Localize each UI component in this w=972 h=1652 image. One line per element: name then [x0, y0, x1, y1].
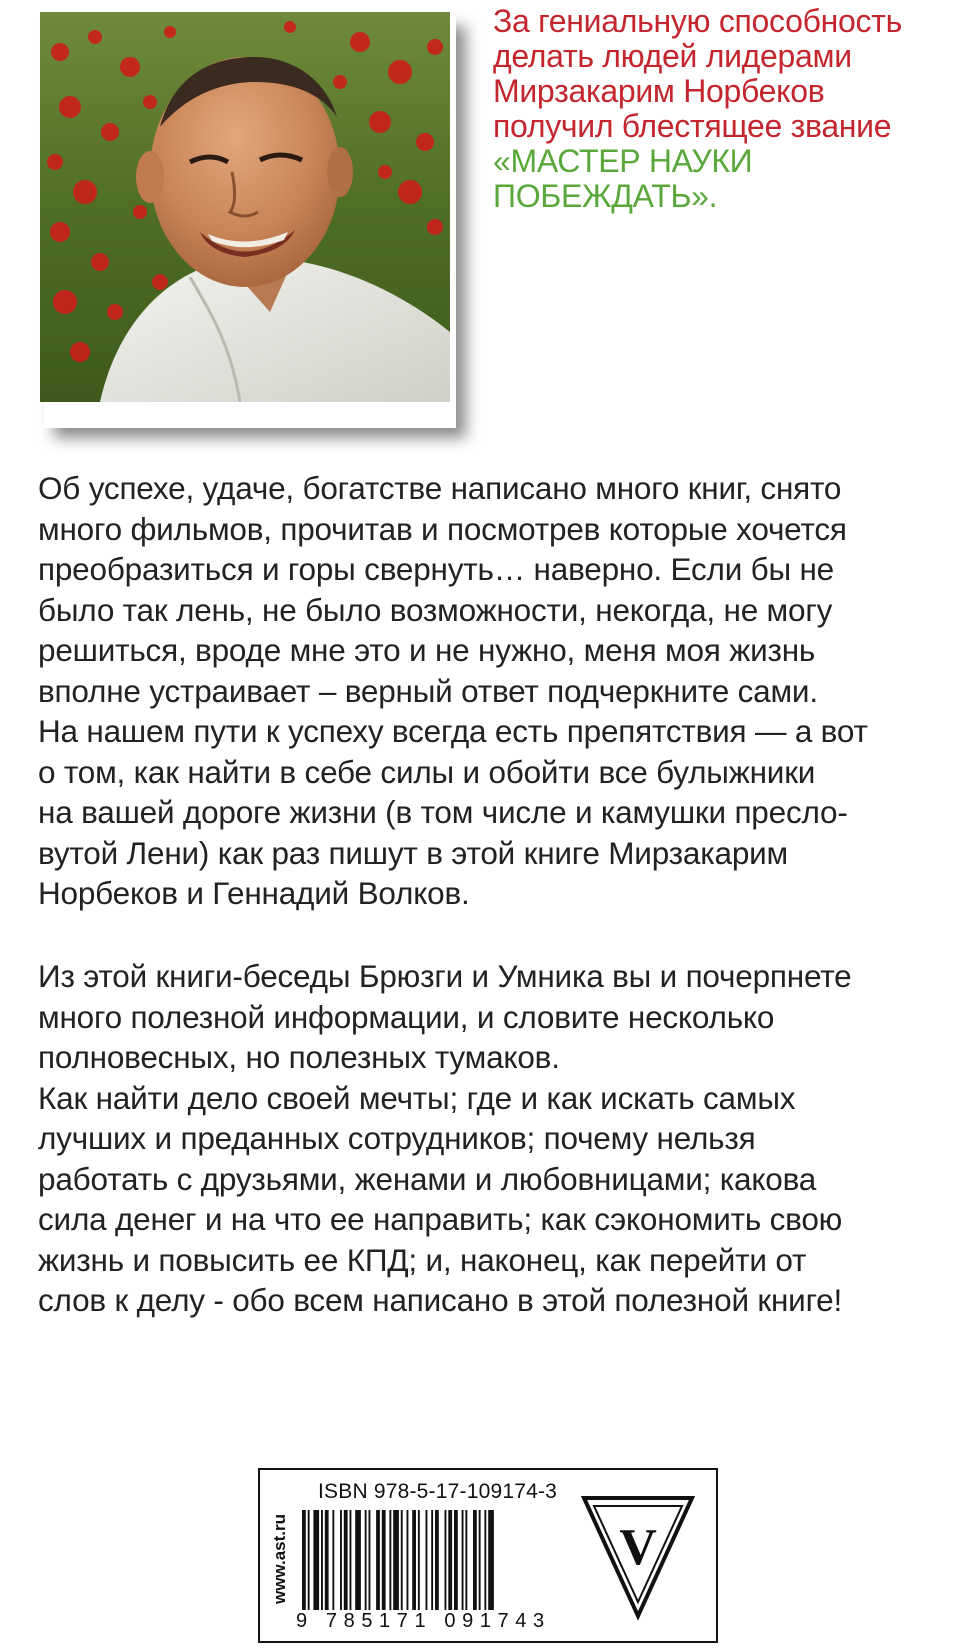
barcode-bar: [431, 1510, 433, 1610]
barcode-bar: [418, 1510, 420, 1610]
barcode-bars: [300, 1510, 560, 1610]
text-line: Норбеков и Геннадий Волков.: [38, 875, 470, 911]
text-line: лучших и преданных сотрудников; почему нельзя: [38, 1120, 756, 1156]
text-line: много фильмов, прочитав и посмотрев которые хочется: [38, 510, 847, 547]
barcode-bar: [332, 1510, 334, 1610]
barcode-bar: [355, 1510, 361, 1610]
age-rating-mark: [578, 1492, 698, 1622]
barcode-bar: [488, 1510, 494, 1610]
barcode-bar: [344, 1510, 348, 1610]
tagline-line: получил блестящее звание: [493, 108, 892, 144]
barcode-bar: [369, 1510, 371, 1610]
barcode-bar: [401, 1510, 403, 1610]
text-line: вутой Лени) как раз пишут в этой книге Мирзакарим: [38, 834, 788, 871]
text-line: слов к делу - обо всем написано в этой полезной книге!: [38, 1282, 843, 1318]
barcode-bar: [313, 1510, 319, 1610]
text-line: много полезной информации, и словите несколько: [38, 998, 775, 1035]
author-photo: [40, 12, 450, 402]
barcode-bar: [325, 1510, 329, 1610]
barcode-bar: [462, 1510, 464, 1610]
barcode-bar: [340, 1510, 342, 1610]
barcode-bar: [302, 1510, 306, 1610]
barcode-bar: [376, 1510, 380, 1610]
text-line: жизнь и повысить ее КПД; и, наконец, как перейти от: [38, 1241, 807, 1278]
barcode-bar: [308, 1510, 310, 1610]
text-line: сила денег и на что ее направить; как сэкономить свою: [38, 1201, 843, 1237]
barcode-bar: [389, 1510, 391, 1610]
barcode-bar: [465, 1510, 467, 1610]
barcode-bar: [448, 1510, 452, 1610]
text-line: было так лень, не было возможности, некогда, не могу: [38, 591, 833, 628]
text-line: Из этой книги-беседы Брюзги и Умника вы и почерпнете: [38, 958, 852, 994]
text-line: работать с друзьями, женами и любовницами; какова: [38, 1160, 817, 1197]
isbn-digits: 9 785171 091743: [296, 1610, 551, 1632]
tagline-line: За гениальную способность: [493, 3, 902, 39]
tagline-line: Мирзакарим Норбеков: [493, 73, 825, 109]
text-line: Об успехе, удаче, богатстве написано много книг, снято: [38, 470, 842, 506]
barcode-bar: [407, 1510, 409, 1610]
tagline-title: «МАСТЕР НАУКИ ПОБЕЖДАТЬ».: [493, 143, 753, 214]
description-paragraph-1: [38, 468, 958, 914]
text-line: о том, как найти в себе силы и обойти все булыжники: [38, 753, 816, 790]
tagline: [493, 4, 963, 214]
barcode-bar: [321, 1510, 323, 1610]
age-mark-letter: V: [619, 1519, 657, 1576]
barcode-bar: [479, 1510, 481, 1610]
text-line: на вашей дороге жизни (в том числе и камушки пресло-: [38, 794, 848, 830]
barcode-bar: [350, 1510, 352, 1610]
tagline-line: делать людей лидерами: [493, 38, 852, 74]
barcode-bar: [365, 1510, 367, 1610]
publisher-site-text: www.ast.ru: [270, 1513, 289, 1605]
barcode-box: [258, 1468, 718, 1643]
isbn-label: ISBN 978-5-17-109174-3: [318, 1480, 558, 1503]
barcode-bar: [426, 1510, 428, 1610]
text-line: полновесных, но полезных тумаков.: [38, 1039, 560, 1075]
text-line: вполне устраивает – верный ответ подчеркните сами.: [38, 672, 818, 709]
barcode-bar: [473, 1510, 477, 1610]
text-line: Как найти дело своей мечты; где и как искать самых: [38, 1079, 796, 1116]
text-line: решиться, вроде мне это и не нужно, меня моя жизнь: [38, 632, 816, 668]
barcode-bar: [412, 1510, 416, 1610]
barcode-bar: [484, 1510, 486, 1610]
text-line: На нашем пути к успеху всегда есть препятствия — а вот: [38, 713, 868, 749]
barcode-bar: [454, 1510, 458, 1610]
text-line: преобразиться и горы свернуть… наверно. Если бы не: [38, 551, 834, 587]
barcode-bar: [382, 1510, 386, 1610]
publisher-site: [268, 1484, 292, 1634]
barcode-bar: [435, 1510, 439, 1610]
barcode-bar: [393, 1510, 399, 1610]
barcode-bar: [445, 1510, 447, 1610]
description-paragraph-2: [38, 956, 958, 1321]
